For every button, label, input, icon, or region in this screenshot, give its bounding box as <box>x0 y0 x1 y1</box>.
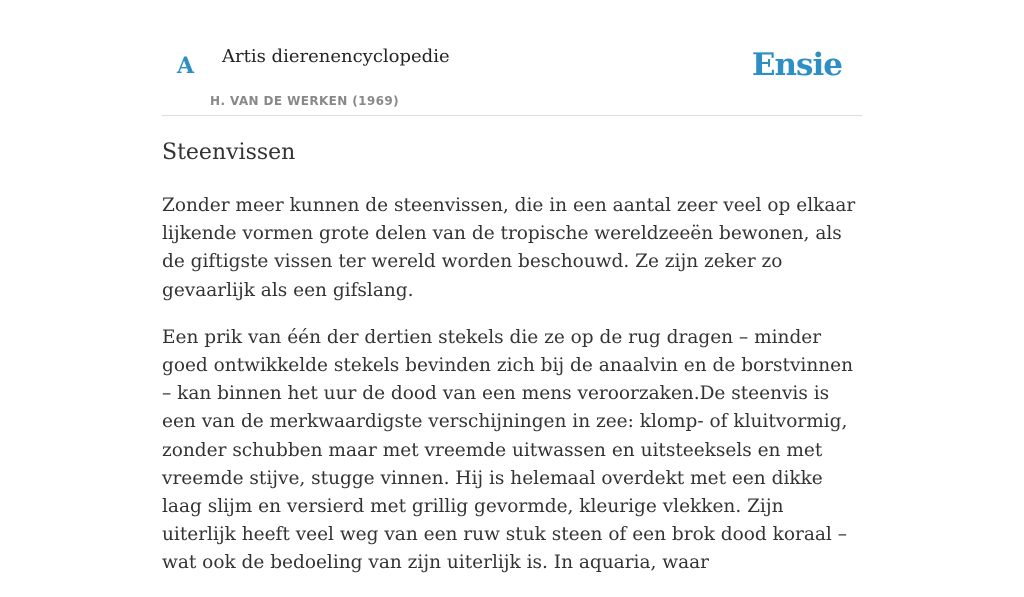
publication-title[interactable]: Artis dierenencyclopedie <box>222 46 450 67</box>
entry-paragraph: Een prik van één der dertien stekels die ze op de rug dragen – minder goed ontwikkelde stekels bevinden zich bij de anaalvin en de borstvinnen – kan binnen het uur de dood van een mens veroorzaken.De steenvis is een van de merkwaardigste verschijningen in zee: klomp- of kluitvormig, zonder schubben maar met vreemde uitwassen en uitsteeksels en met vreemde stijve, stugge vinnen. Hij is helemaal overdekt met een dikke laag slijm en versierd met grillig gevormde, kleurige vlekken. Zijn uiterlijk heeft veel weg van een ruw stuk steen of een brok dood koraal – wat ook de bedoeling van zijn uiterlijk is. In aquaria, waar <box>162 326 854 574</box>
entry-paragraph: Zonder meer kunnen de steenvissen, die in een aantal zeer veel op elkaar lijkende vormen grote delen van de tropische wereldzeeën bewonen, als de giftigste vissen ter wereld worden beschouwd. Ze zijn zeker zo gevaarlijk als een gifslang. <box>162 195 856 301</box>
page-container <box>162 0 862 574</box>
publication-header <box>162 0 862 116</box>
entry-title: Steenvissen <box>162 140 296 165</box>
brand-logo[interactable]: Ensie <box>751 47 842 83</box>
publication-author: H. VAN DE WERKEN (1969) <box>210 94 400 108</box>
publication-logo[interactable]: A <box>177 53 195 79</box>
entry-body <box>162 192 862 597</box>
